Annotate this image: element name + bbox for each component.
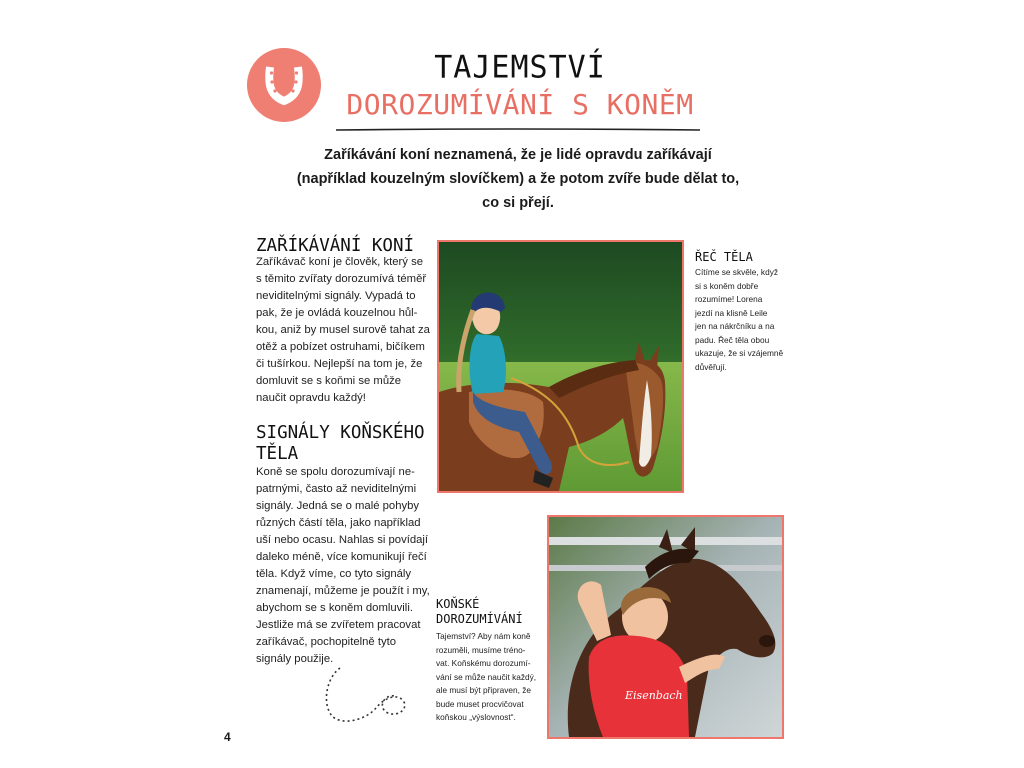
sidebar-line: rozumíme! Lorena	[695, 294, 763, 304]
page-title-line1: TAJEMSTVÍ	[434, 49, 606, 86]
body-line: pak, že je ovládá kouzelnou hůl-	[256, 307, 418, 319]
photo-girl-riding-image	[439, 242, 682, 491]
heading-line: DOROZUMÍVÁNÍ	[436, 612, 523, 626]
section-heading-body-signals	[256, 423, 425, 465]
body-line: neviditelnými signály. Vypadá to	[256, 290, 416, 302]
sidebar-line: důvěřují.	[695, 361, 727, 372]
page-number: 4	[224, 730, 231, 744]
body-line: zaříkávač, pochopitelně tyto	[256, 636, 397, 648]
sidebar-line: ukazuje, že si vzájemně	[695, 348, 784, 358]
body-line: domluvit se s koňmi se může	[256, 375, 402, 387]
body-line: Zaříkávač koní je člověk, který se	[256, 256, 424, 268]
body-line: různých částí těla, jako například	[256, 517, 421, 529]
body-line: Jestliže má se zvířetem pracovat	[256, 619, 421, 631]
heading-line: TĚLA	[256, 444, 299, 464]
sidebar-text-body-language	[695, 266, 805, 374]
body-line: otěž a pobízet ostruhami, bičíkem	[256, 341, 425, 353]
sidebar-line: vat. Koňskému dorozumí-	[436, 658, 531, 668]
section-body-body-signals	[256, 464, 432, 668]
dotted-loop-doodle	[318, 664, 410, 728]
sidebar-heading-body-language: ŘEČ TĚLA	[695, 250, 753, 264]
sidebar-line: si s koněm dobře	[695, 280, 759, 291]
sidebar-line: ale musí být připraven, že	[436, 685, 531, 695]
body-line: patrnými, často až neviditelnými	[256, 483, 417, 495]
sidebar-line: Cítíme se skvěle, když	[695, 267, 778, 277]
sidebar-line: rozuměli, musíme tréno-	[436, 644, 526, 655]
intro-paragraph: Zaříkávání koní neznamená, že je lidé opravdu zaříkávají (například kouzelným slovíčkem) a že potom zvíře bude dělat to, co si přejí.	[296, 147, 740, 211]
section-body-horse-whispering	[256, 254, 432, 407]
body-line: daleko méně, více komunikují řečí	[256, 551, 427, 563]
heading-line: SIGNÁLY KOŇSKÉHO	[256, 423, 425, 443]
body-line: signály. Jedná se o malé pohyby	[256, 500, 420, 512]
sidebar-line: vání se může naučit každý,	[436, 671, 537, 682]
shirt-logo-text: Eisenbach	[625, 689, 683, 702]
body-line: či tušírkou. Nejlepší na tom je, že	[256, 358, 423, 370]
page-title-line2: DOROZUMÍVÁNÍ S KONĚM	[346, 88, 694, 121]
sidebar-line: koňskou „výslovnost“.	[436, 712, 516, 722]
body-line: těla. Když víme, co tyto signály	[256, 568, 412, 580]
body-line: kou, aniž by musel surově tahat za	[256, 324, 430, 336]
sidebar-text-horse-communication	[436, 630, 548, 725]
sidebar-line: jezdí na klisně Leile	[695, 307, 768, 318]
body-line: abychom se s koněm domluvili.	[256, 602, 413, 614]
photo-boy-hugging-horse-image	[549, 517, 782, 737]
photo-boy-hugging-horse	[547, 515, 784, 739]
body-line: uší nebo ocasu. Nahlas si povídají	[256, 534, 429, 546]
body-line: signály použije.	[256, 653, 334, 665]
body-line: Koně se spolu dorozumívají ne-	[256, 466, 415, 478]
horseshoe-icon	[258, 59, 310, 111]
title-underline	[336, 127, 700, 133]
sidebar-line: padu. Řeč těla obou	[695, 334, 770, 345]
heading-line: KOŇSKÉ	[436, 597, 480, 611]
body-line: naučit opravdu každý!	[256, 392, 366, 404]
horseshoe-badge	[247, 48, 321, 122]
sidebar-heading-horse-communication	[436, 597, 523, 627]
body-line: s těmito zvířaty dorozumívá téměř	[256, 273, 427, 285]
body-line: znamenají, můžeme je použít i my,	[256, 585, 430, 597]
photo-girl-riding	[437, 240, 684, 493]
sidebar-line: bude muset procvičovat	[436, 698, 524, 709]
sidebar-line: jen na nákrčníku a na	[695, 321, 775, 331]
section-heading-horse-whispering: ZAŘÍKÁVÁNÍ KONÍ	[256, 236, 415, 256]
sidebar-line: Tajemství? Aby nám koně	[436, 631, 531, 641]
